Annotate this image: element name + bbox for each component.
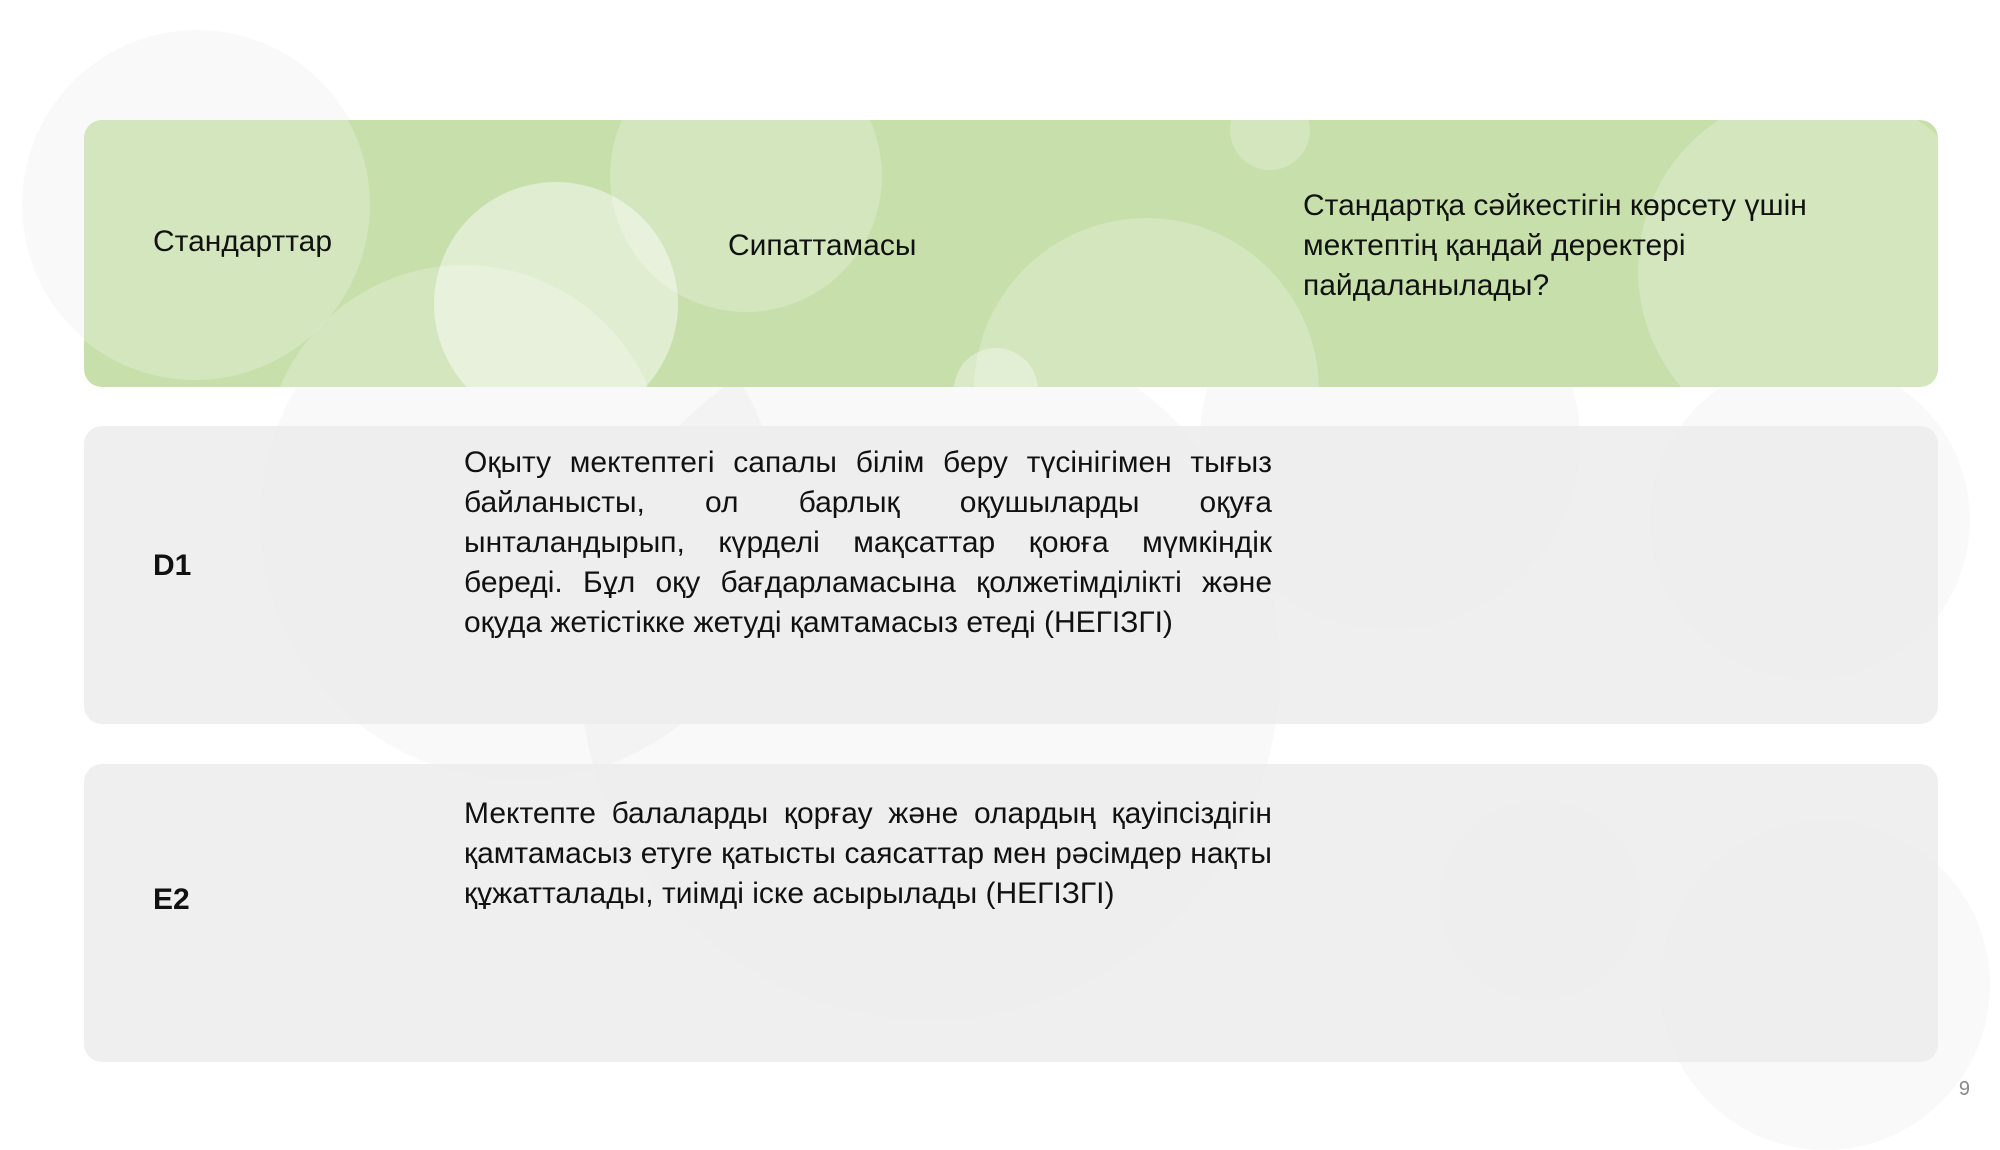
standard-code: D1 <box>153 549 192 582</box>
header-evidence: Стандартқа сәйкестігін көрсету үшін мектептің қандай деректері пайдаланылады? <box>1303 189 1807 302</box>
decorative-circle <box>1230 120 1310 170</box>
header-description: Сипаттамасы <box>728 229 917 262</box>
standard-description: Оқыту мектептегі сапалы білім беру түсінігімен тығыз байланысты, ол барлық оқушыларды оқуға ынталандырып, күрделі мақсаттар қоюға мүмкіндік береді. Бұл оқу бағдарламасына қолжетімділікті және оқуда жетістікке жетуді қамтамасыз етеді (НЕГІЗГІ) <box>464 446 1272 639</box>
table-row <box>84 764 1938 1062</box>
page-number: 9 <box>1958 1078 1970 1100</box>
table-header-row <box>84 120 1938 387</box>
header-standards: Стандарттар <box>153 225 333 258</box>
standard-code: E2 <box>153 883 190 916</box>
table-row <box>84 426 1938 724</box>
standard-description: Мектепте балаларды қорғау және олардың қауіпсіздігін қамтамасыз етуге қатысты саясаттар мен рәсімдер нақты құжатталады, тиімді іске асырылады (НЕГІЗГІ) <box>464 797 1272 910</box>
